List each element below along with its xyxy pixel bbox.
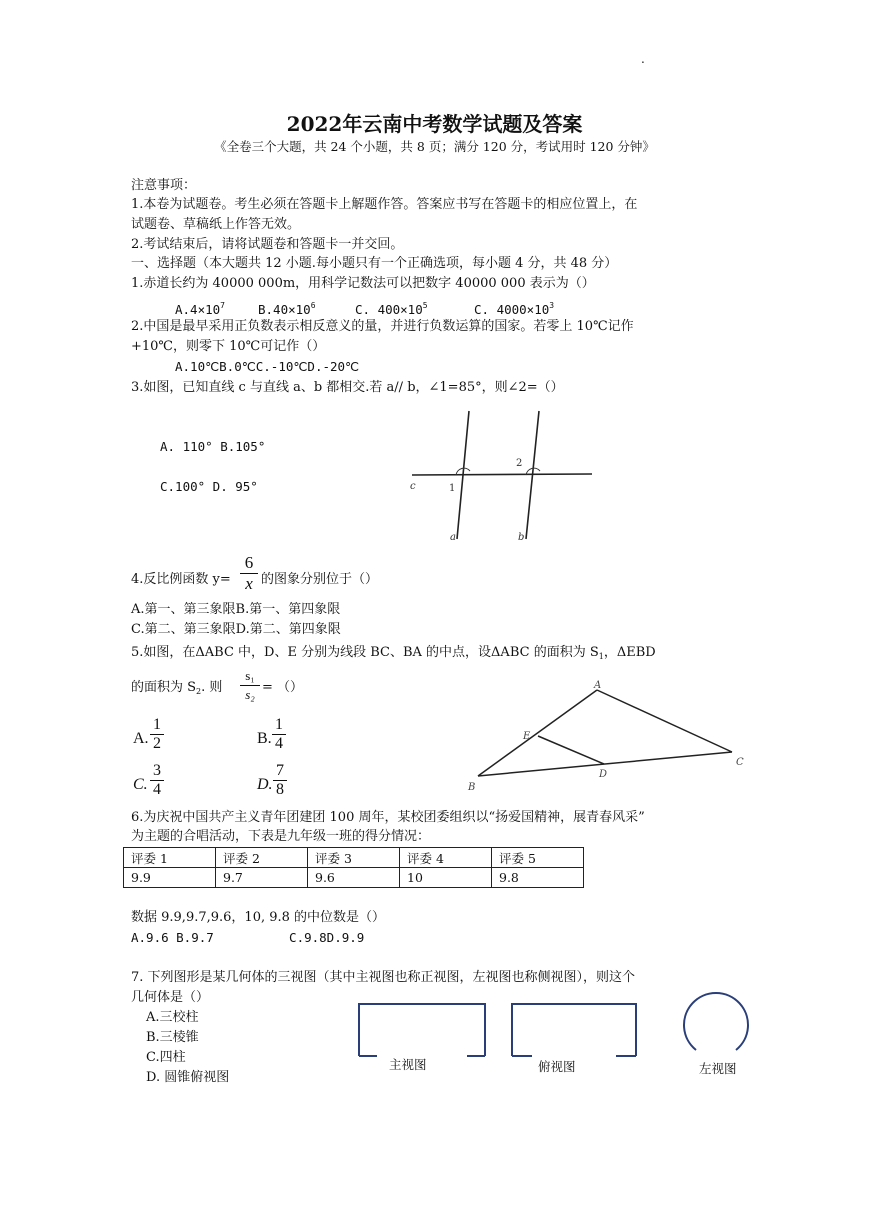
q3-label-b: b <box>518 532 525 543</box>
q7-front-view-caption: 主视图 <box>389 1057 427 1072</box>
q5-option-a-label: A. <box>133 730 149 747</box>
section-1-heading: 一、选择题（本大题共 12 小题.每小题只有一个正确选项，每小题 4 分，共 48 分） <box>131 256 618 271</box>
table-cell: 9.8 <box>492 868 584 888</box>
q5-triangle-figure <box>460 678 750 796</box>
page-title: 2022年云南中考数学试题及答案 <box>286 112 583 136</box>
notice-item-2: 2.考试结束后，请将试题卷和答题卡一并交回。 <box>131 237 404 252</box>
q1-option-c: C. $400\times 10^5$ <box>355 301 428 317</box>
header-dot: . <box>641 52 645 66</box>
q6-question: 数据 9.9,9.7,9.6，10, 9.8 的中位数是（） <box>131 910 386 925</box>
q2-stem-line-2: +10℃，则零下 10℃可记作（） <box>131 339 326 354</box>
q4-fraction: $\frac{6}{x}$ <box>240 553 258 594</box>
q6-score-table <box>123 847 584 888</box>
notice-item-1-line-2: 试题卷、草稿纸上作答无效。 <box>131 217 301 232</box>
q1-option-d: C. $4000\times 10^3$ <box>474 301 555 317</box>
table-row <box>124 868 584 888</box>
q3-label-1: 1 <box>449 483 456 494</box>
q5-stem-line-2-post: = （） <box>262 680 304 695</box>
q3-label-2: 2 <box>516 458 523 469</box>
q4-options-cd: C.第二、第三象限D.第二、第四象限 <box>131 622 341 637</box>
q5-stem-fraction: $\frac{\text{s₁}}{\text{s₂}}$ <box>240 667 260 704</box>
table-row <box>124 848 584 868</box>
q3-label-c: c <box>410 481 416 492</box>
q3-stem: 3.如图，已知直线 c 与直线 a、b 都相交.若 a// b，∠1=85°，则∠2=（） <box>131 380 564 395</box>
table-header-cell: 评委 4 <box>400 848 492 868</box>
q5-option-d-fraction: $\frac{7}{8}$ <box>273 762 287 799</box>
q5-option-a-fraction: $\frac{1}{2}$ <box>150 716 164 753</box>
table-cell: 9.7 <box>216 868 308 888</box>
q5-label-E: E <box>523 731 531 742</box>
q7-option-c: C.四柱 <box>146 1050 186 1065</box>
q5-label-D: D <box>599 769 608 780</box>
table-header-cell: 评委 1 <box>124 848 216 868</box>
q3-options-ab: A. 110° B.105° <box>160 439 266 454</box>
q2-options: A.10℃B.0℃C.-10℃D.-20℃ <box>175 359 360 374</box>
q7-front-view <box>355 1000 490 1060</box>
table-cell: 9.9 <box>124 868 216 888</box>
q7-top-view <box>508 1000 643 1060</box>
q6-stem-line-1: 6.为庆祝中国共产主义青年团建团 100 周年，某校团委组织以“扬爱国精神，展青春风采” <box>131 810 645 825</box>
page-subtitle: 《全卷三个大题，共 24 个小题，共 8 页；满分 120 分，考试用时 120 分钟》 <box>214 139 655 154</box>
q1-stem: 1.赤道长约为 40000 000m，用科学记数法可以把数字 40000 000 表示为（） <box>131 276 595 291</box>
q4-stem-pre: 4.反比例函数 y= <box>131 572 231 587</box>
q7-left-view-caption: 左视图 <box>699 1061 737 1076</box>
q4-options-ab: A.第一、第三象限B.第一、第四象限 <box>131 602 341 617</box>
q7-stem-line-2: 几何体是（） <box>131 990 210 1005</box>
q5-option-b-label: B. <box>257 730 272 747</box>
q2-stem-line-1: 2.中国是最早采用正负数表示相反意义的量，并进行负数运算的国家。若零上 10℃记作 <box>131 319 634 334</box>
notice-item-1-line-1: 1.本卷为试题卷。考生必须在答题卡上解题作答。答案应书写在答题卡的相应位置上，在 <box>131 197 638 212</box>
table-cell: 10 <box>400 868 492 888</box>
q3-label-a: a <box>450 532 456 543</box>
q5-stem-line-2-pre: 的面积为 $S_2$. 则 <box>131 680 223 696</box>
table-header-cell: 评委 3 <box>308 848 400 868</box>
table-header-cell: 评委 2 <box>216 848 308 868</box>
table-header-cell: 评委 5 <box>492 848 584 868</box>
notice-heading: 注意事项： <box>131 178 197 193</box>
q7-left-view <box>678 990 758 1060</box>
q7-top-view-caption: 俯视图 <box>538 1059 576 1074</box>
q6-stem-line-2: 为主题的合唱活动，下表是九年级一班的得分情况： <box>131 829 431 844</box>
q3-options-cd: C.100° D. 95° <box>160 479 258 494</box>
q3-figure <box>400 405 610 545</box>
q5-label-B: B <box>468 782 476 793</box>
table-cell: 9.6 <box>308 868 400 888</box>
q7-option-a: A.三校柱 <box>146 1010 199 1025</box>
q7-option-d: D. 圆锥俯视图 <box>146 1070 230 1085</box>
q1-option-b: $B.40\times 10^6$ <box>258 301 316 317</box>
q4-stem-post: 的图象分别位于（） <box>261 572 379 587</box>
q1-option-a: $A.4\times 10^7$ <box>175 301 225 317</box>
q5-option-c-label: C. <box>133 776 148 793</box>
q7-option-b: B.三棱锥 <box>146 1030 199 1045</box>
q6-options: A.9.6 B.9.7 C.9.8D.9.9 <box>131 930 365 945</box>
q5-option-c-fraction: $\frac{3}{4}$ <box>150 762 164 799</box>
q5-label-C: C <box>736 757 744 768</box>
q5-stem-line-1: 5.如图，在ΔABC 中，D、E 分别为线段 BC、BA 的中点，设ΔABC 的面积为 $S_1$，ΔEBD <box>131 645 656 661</box>
q5-option-b-fraction: $\frac{1}{4}$ <box>272 716 286 753</box>
q5-option-d-label: D. <box>257 776 273 793</box>
q7-stem-line-1: 7. 下列图形是某几何体的三视图（其中主视图也称正视图，左视图也称侧视图），则这个 <box>131 970 636 985</box>
q5-label-A: A <box>594 680 602 691</box>
